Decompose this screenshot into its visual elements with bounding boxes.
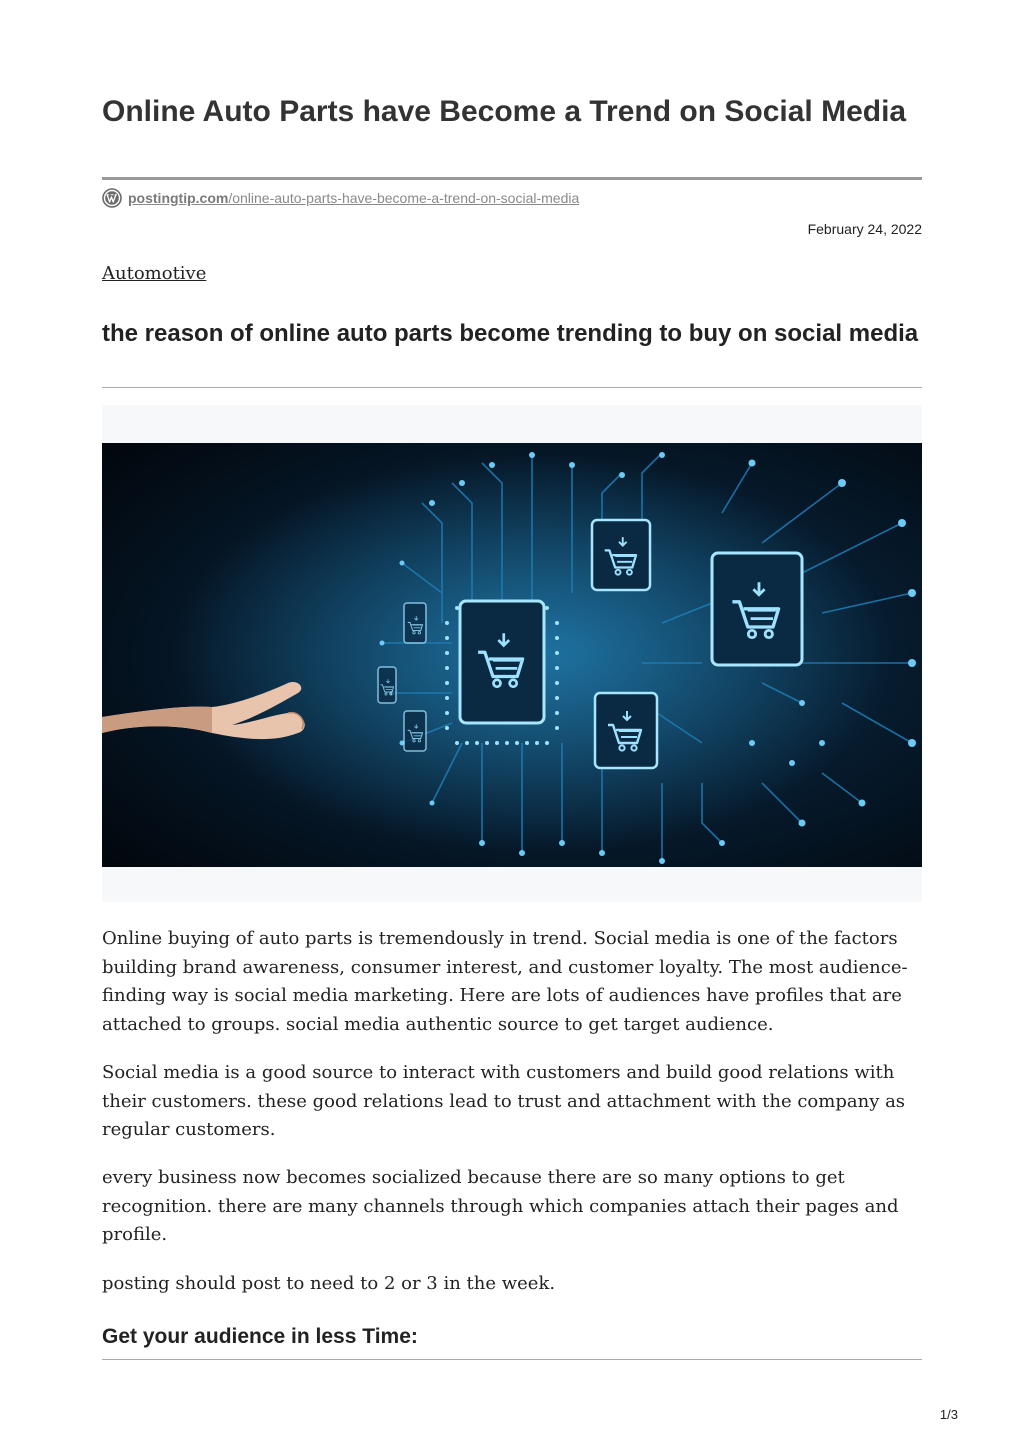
cart-tile-top [592, 520, 650, 590]
source-link-row [102, 188, 579, 208]
source-domain: postingtip.com [128, 190, 229, 206]
publish-date: February 24, 2022 [807, 221, 922, 237]
source-path: /online-auto-parts-have-become-a-trend-on-social-media [228, 190, 580, 206]
page-title: Online Auto Parts have Become a Trend on Social Media [102, 95, 907, 128]
category-link[interactable]: Automotive [102, 263, 207, 284]
article-subtitle: the reason of online auto parts become trending to buy on social media [102, 320, 919, 347]
source-url-link[interactable] [128, 190, 579, 206]
wordpress-icon [102, 188, 122, 208]
hero-image [102, 405, 922, 902]
cart-tile-right [712, 553, 802, 665]
cart-tile-center [460, 601, 544, 723]
page-number: 1/3 [939, 1407, 958, 1422]
section-heading: Get your audience in less Time: [102, 1325, 418, 1348]
paragraph-3: every business now becomes socialized because there are so many options to get recognition. there are many channels through which companies attach their pages and profile. [102, 1167, 899, 1245]
paragraph-4: posting should post to need to 2 or 3 in the week. [102, 1273, 556, 1294]
paragraph-1: Online buying of auto parts is tremendously in trend. Social media is one of the factors building brand awareness, consumer interest, and customer loyalty. The most audience-finding way is social media marketing. Here are lots of audiences have profiles that are attached to groups. social media authentic source to get target audience. [102, 928, 908, 1035]
cart-tile-bottom [595, 693, 657, 768]
hero-illustration [102, 443, 922, 867]
paragraph-2: Social media is a good source to interact with customers and build good relations with their customers. these good relations lead to trust and attachment with the company as regular customers. [102, 1062, 906, 1140]
section-divider [102, 1359, 922, 1360]
subtitle-divider [102, 387, 922, 388]
title-divider [102, 177, 922, 180]
